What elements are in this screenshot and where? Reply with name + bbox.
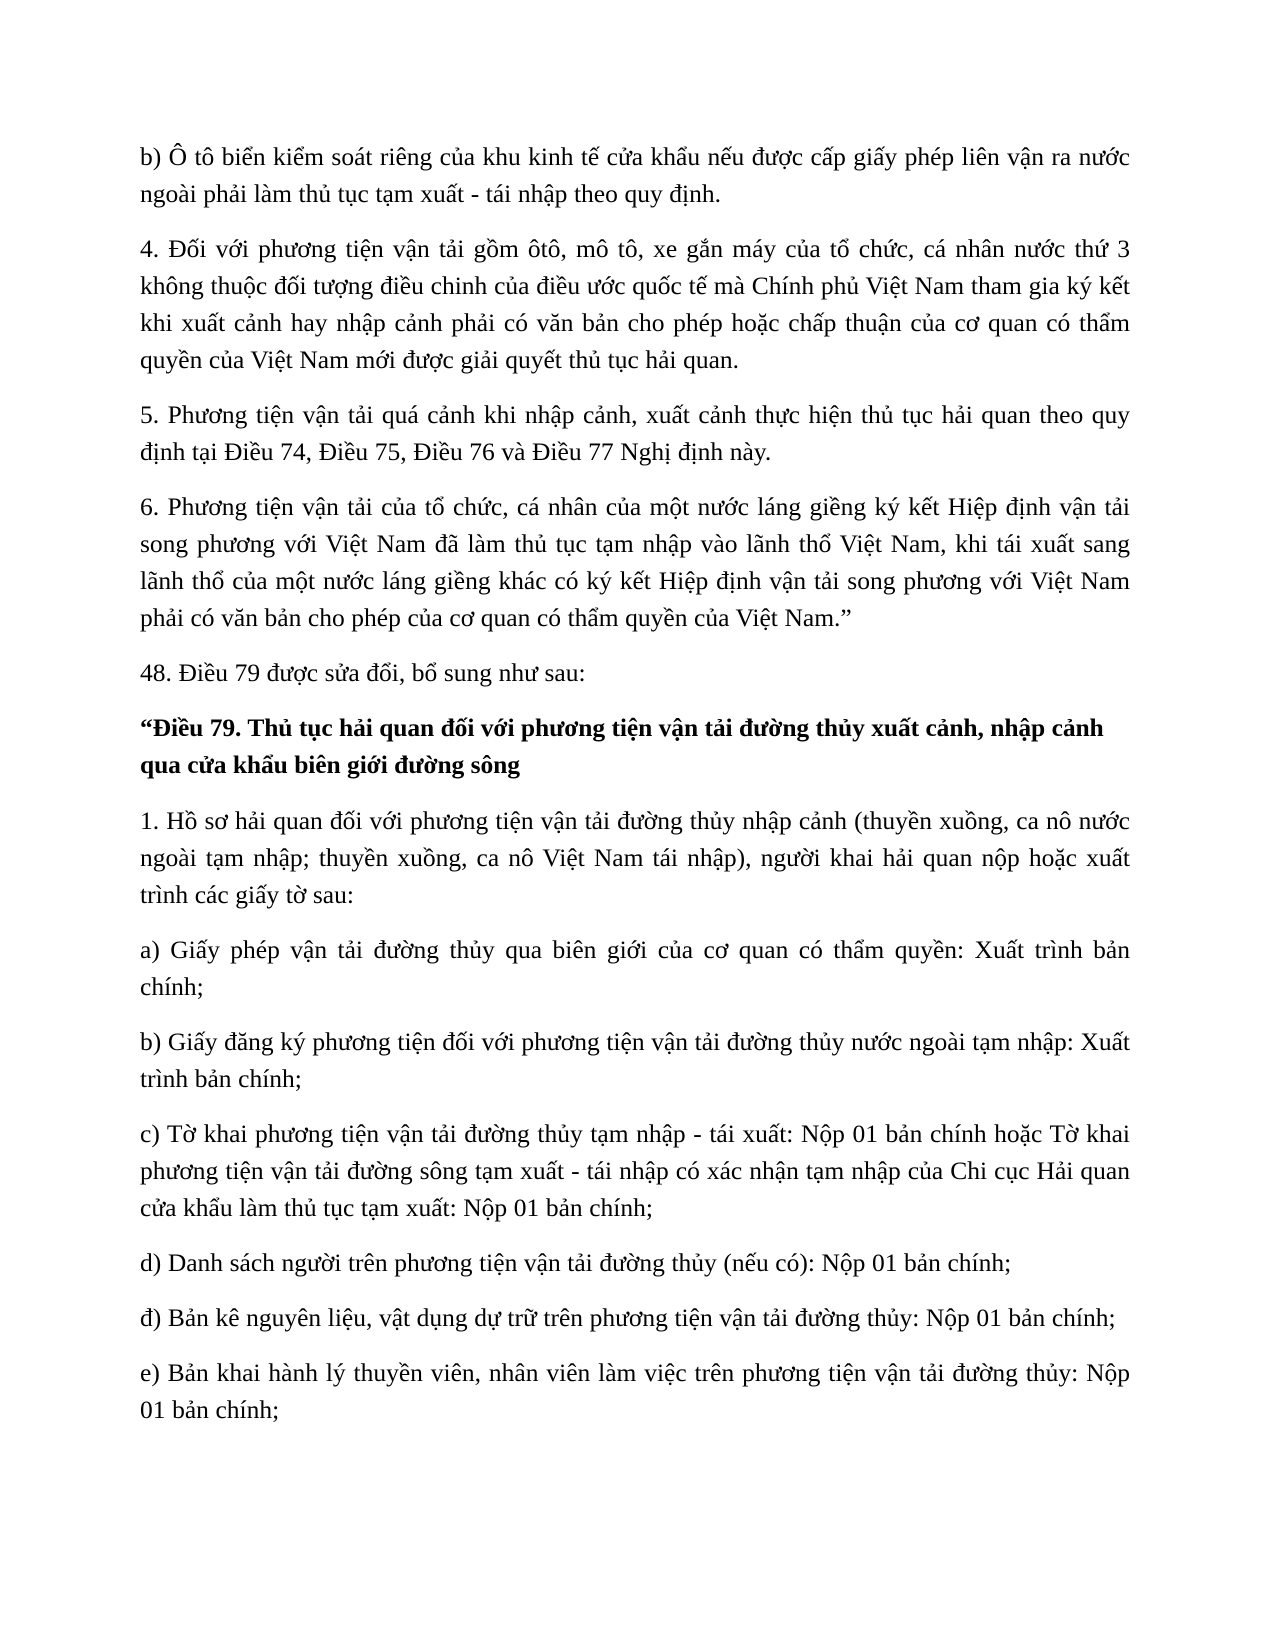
paragraph-item-a: a) Giấy phép vận tải đường thủy qua biên giới của cơ quan có thẩm quyền: Xuất trình bản chính; bbox=[140, 935, 1130, 1001]
document-text-column bbox=[140, 138, 1130, 1428]
paragraph-item-dd: đ) Bản kê nguyên liệu, vật dụng dự trữ trên phương tiện vận tải đường thủy: Nộp 01 bản chính; bbox=[140, 1303, 1116, 1332]
paragraph-clause-5: 5. Phương tiện vận tải quá cảnh khi nhập cảnh, xuất cảnh thực hiện thủ tục hải quan theo quy định tại Điều 74, Điều 75, Điều 76 và Điều 77 Nghị định này. bbox=[140, 400, 1130, 466]
heading-article-79: “Điều 79. Thủ tục hải quan đối với phương tiện vận tải đường thủy xuất cảnh, nhập cảnh qua cửa khẩu biên giới đường sông bbox=[140, 713, 1104, 779]
paragraph-item-d: d) Danh sách người trên phương tiện vận tải đường thủy (nếu có): Nộp 01 bản chính; bbox=[140, 1248, 1012, 1277]
paragraph-article-79-clause-1: 1. Hồ sơ hải quan đối với phương tiện vận tải đường thủy nhập cảnh (thuyền xuồng, ca nô nước ngoài tạm nhập; thuyền xuồng, ca nô Việt Nam tái nhập), người khai hải quan nộp hoặc xuất trình các giấy tờ sau: bbox=[140, 806, 1130, 909]
paragraph-clause-4: 4. Đối với phương tiện vận tải gồm ôtô, mô tô, xe gắn máy của tổ chức, cá nhân nước thứ 3 không thuộc đối tượng điều chinh của điều ước quốc tế mà Chính phủ Việt Nam tham gia ký kết khi xuất cảnh hay nhập cảnh phải có văn bản cho phép hoặc chấp thuận của cơ quan có thẩm quyền của Việt Nam mới được giải quyết thủ tục hải quan. bbox=[140, 234, 1130, 374]
paragraph-amendment-intro-48: 48. Điều 79 được sửa đổi, bổ sung như sau: bbox=[140, 658, 586, 687]
paragraph-clause-6: 6. Phương tiện vận tải của tổ chức, cá nhân của một nước láng giềng ký kết Hiệp định vận tải song phương với Việt Nam đã làm thủ tục tạm nhập vào lãnh thổ Việt Nam, khi tái xuất sang lãnh thổ của một nước láng giềng khác có ký kết Hiệp định vận tải song phương với Việt Nam phải có văn bản cho phép của cơ quan có thẩm quyền của Việt Nam.” bbox=[140, 492, 1130, 632]
paragraph-item-b: b) Giấy đăng ký phương tiện đối với phương tiện vận tải đường thủy nước ngoài tạm nhập: Xuất trình bản chính; bbox=[140, 1027, 1130, 1093]
paragraph-item-c: c) Tờ khai phương tiện vận tải đường thủy tạm nhập - tái xuất: Nộp 01 bản chính hoặc Tờ khai phương tiện vận tải đường sông tạm xuất - tái nhập có xác nhận tạm nhập của Chi cục Hải quan cửa khẩu làm thủ tục tạm xuất: Nộp 01 bản chính; bbox=[140, 1119, 1130, 1222]
paragraph-clause-b-oto: b) Ô tô biển kiểm soát riêng của khu kinh tế cửa khẩu nếu được cấp giấy phép liên vận ra nước ngoài phải làm thủ tục tạm xuất - tái nhập theo quy định. bbox=[140, 142, 1130, 208]
paragraph-item-e: e) Bản khai hành lý thuyền viên, nhân viên làm việc trên phương tiện vận tải đường thủy: Nộp 01 bản chính; bbox=[140, 1358, 1130, 1424]
